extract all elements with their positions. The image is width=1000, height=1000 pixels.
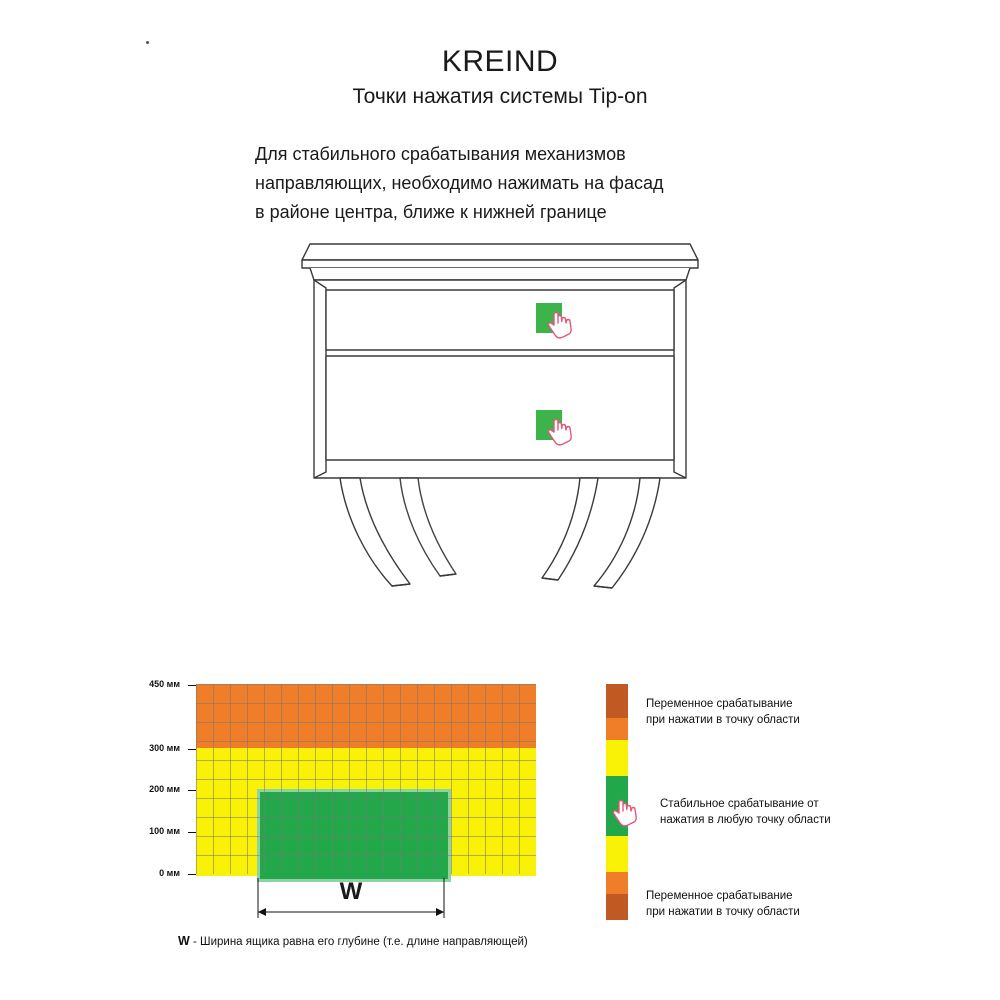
- ytick-mark-300: [188, 749, 196, 750]
- cabinet-illustration: [280, 228, 720, 608]
- legend-segment-orange-bottom: [606, 872, 628, 894]
- press-point-bottom-drawer-icon: [536, 410, 576, 448]
- width-caption: [178, 934, 698, 948]
- intro-paragraph: [255, 140, 775, 227]
- legend-segment-yellow-top: [606, 740, 628, 776]
- legend-item-1: [660, 796, 831, 828]
- intro-line-1: Для стабильного срабатывания механизмов: [255, 144, 626, 164]
- press-point-top-drawer-icon: [536, 303, 576, 341]
- intro-line-3: в районе центра, ближе к нижней границе: [255, 202, 607, 222]
- brand-title: KREIND: [441, 45, 559, 78]
- ytick-mark-450: [188, 685, 196, 686]
- width-measure: [257, 878, 445, 926]
- band-orange: [196, 684, 536, 748]
- legend-item-0: [646, 696, 800, 728]
- ytick-label-450: 450 мм: [149, 679, 180, 689]
- legend-item-0-line-2: при нажатии в точку области: [646, 714, 800, 726]
- heatmap-cells: [196, 684, 536, 876]
- legend-item-1-line-1: Стабильное срабатывание от: [660, 798, 819, 810]
- legend-hand-icon: [609, 796, 643, 830]
- width-caption-symbol: W: [178, 934, 190, 948]
- legend-item-1-line-2: нажатия в любую точку области: [660, 814, 831, 826]
- ytick-label-300: 300 мм: [149, 743, 180, 753]
- intro-line-2: направляющих, необходимо нажимать на фасад: [255, 173, 664, 193]
- band-green-stable-zone: [257, 789, 451, 882]
- width-caption-text: - Ширина ящика равна его глубине (т.е. длине направляющей): [189, 936, 528, 948]
- ytick-label-100: 100 мм: [149, 826, 180, 836]
- legend-item-0-line-1: Переменное срабатывание: [646, 698, 793, 710]
- legend-item-2: [646, 888, 800, 920]
- ytick-mark-200: [188, 790, 196, 791]
- legend-segment-dark-orange-top: [606, 684, 628, 718]
- ytick-label-0: 0 мм: [159, 868, 180, 878]
- legend-segment-dark-orange-bottom: [606, 894, 628, 920]
- ytick-mark-0: [188, 874, 196, 875]
- ytick-label-200: 200 мм: [149, 784, 180, 794]
- legend: [606, 684, 966, 924]
- width-letter: W: [339, 878, 363, 905]
- page-subtitle: Точки нажатия системы Tip-on: [352, 85, 648, 108]
- legend-item-2-line-2: при нажатии в точку области: [646, 906, 800, 918]
- ytick-mark-100: [188, 832, 196, 833]
- legend-segment-yellow-bottom: [606, 836, 628, 872]
- legend-segment-orange-top: [606, 718, 628, 740]
- page-header: [0, 44, 1000, 112]
- legend-item-2-line-1: Переменное срабатывание: [646, 890, 793, 902]
